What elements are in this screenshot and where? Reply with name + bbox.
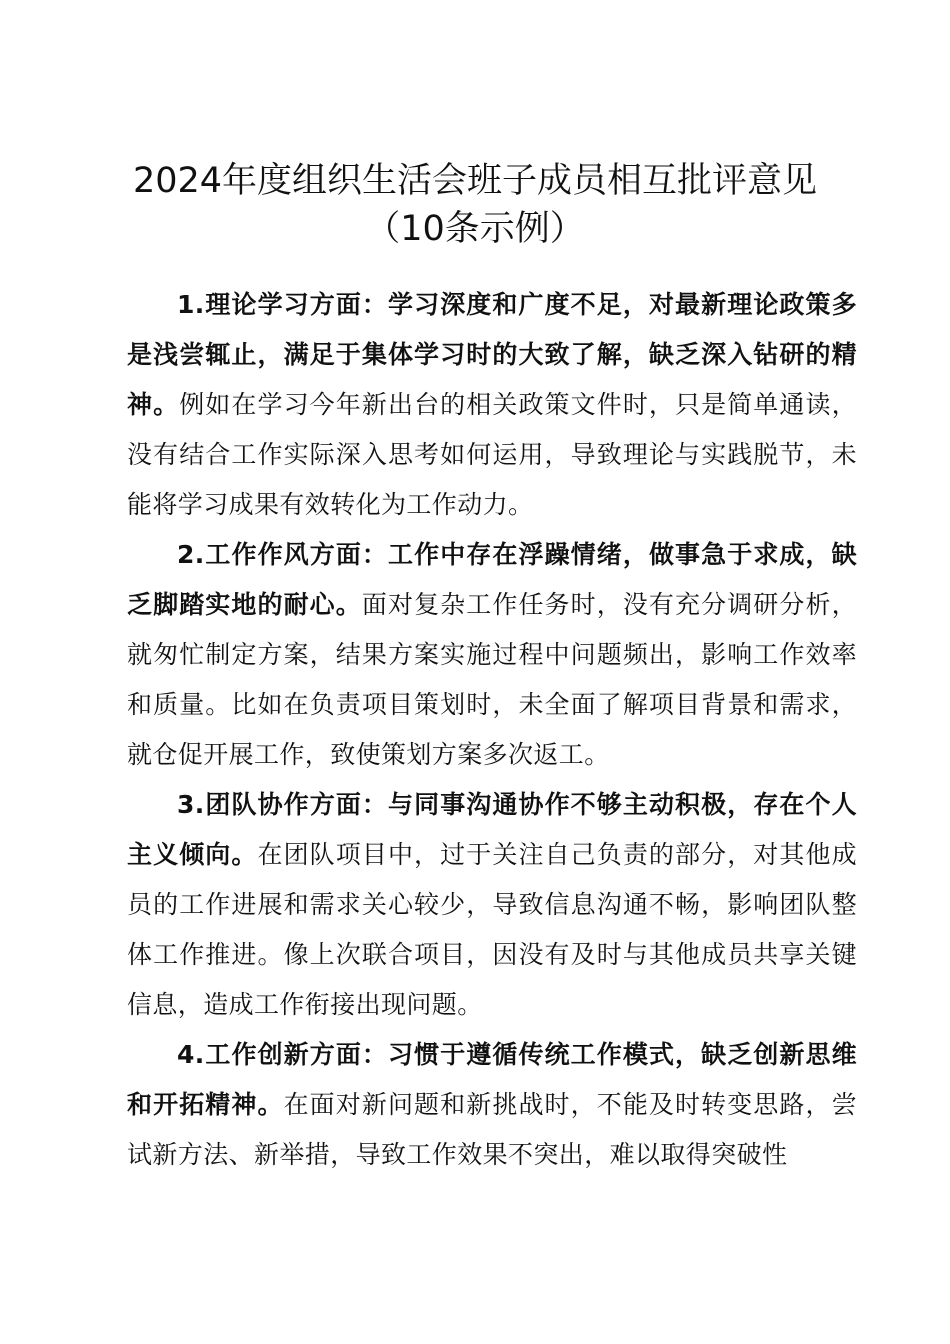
paragraph-1: [127, 280, 857, 530]
paragraph-2-text: 面对复杂工作任务时，没有充分调研分析，就匆忙制定方案，结果方案实施过程中问题频出，影响工作效率和质量。比如在负责项目策划时，未全面了解项目背景和需求，就仓促开展工作，致使策划方案多次返工。: [127, 590, 857, 769]
paragraph-3-lead: 3.团队协作方面：与同事沟通协作不够主动积极，存在个人主义倾向。: [127, 790, 857, 869]
paragraph-4-text: 在面对新问题和新挑战时，不能及时转变思路，尝试新方法、新举措，导致工作效果不突出，难以取得突破性: [127, 1090, 857, 1169]
paragraph-1-lead: 1.理论学习方面：学习深度和广度不足，对最新理论政策多是浅尝辄止，满足于集体学习时的大致了解，缺乏深入钻研的精神。: [127, 290, 857, 419]
paragraph-2: [127, 530, 857, 780]
paragraph-3: [127, 780, 857, 1030]
document-body: [127, 280, 857, 1180]
paragraph-2-lead: 2.工作作风方面：工作中存在浮躁情绪，做事急于求成，缺乏脚踏实地的耐心。: [127, 540, 857, 619]
paragraph-4-lead: 4.工作创新方面：习惯于遵循传统工作模式，缺乏创新思维和开拓精神。: [127, 1040, 857, 1119]
paragraph-3-text: 在团队项目中，过于关注自己负责的部分，对其他成员的工作进展和需求关心较少，导致信息沟通不畅，影响团队整体工作推进。像上次联合项目，因没有及时与其他成员共享关键信息，造成工作衔接出现问题。: [127, 840, 857, 1019]
document-subtitle: （10条示例）: [365, 209, 585, 249]
document-title: 2024年度组织生活会班子成员相互批评意见: [132, 161, 818, 201]
paragraph-4: [127, 1030, 857, 1180]
paragraph-1-text: 例如在学习今年新出台的相关政策文件时，只是简单通读，没有结合工作实际深入思考如何运用，导致理论与实践脱节，未能将学习成果有效转化为工作动力。: [127, 390, 857, 519]
